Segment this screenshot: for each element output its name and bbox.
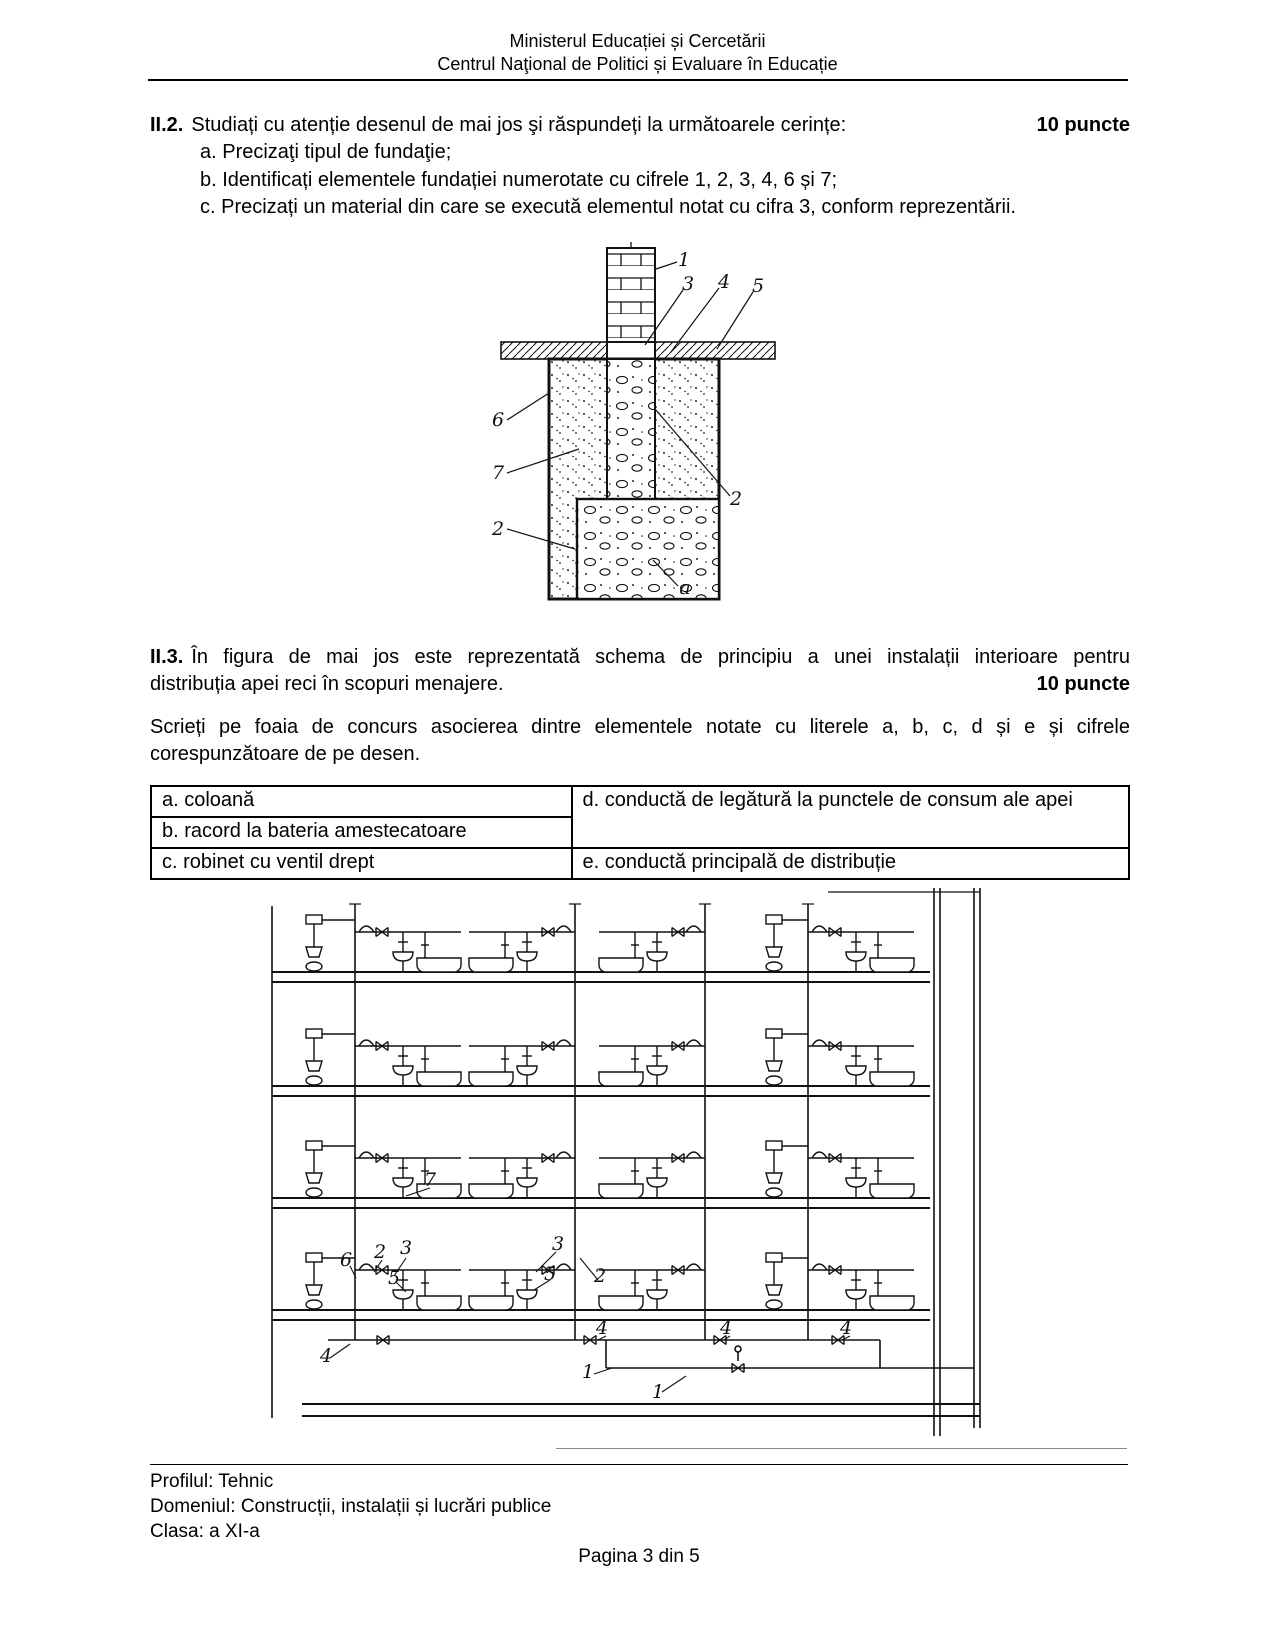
association-table	[150, 785, 1130, 880]
figure-label: 6	[491, 408, 505, 431]
figure-label: 5	[387, 1266, 401, 1289]
page-content	[0, 114, 1275, 1436]
figure-label: 6	[339, 1248, 353, 1271]
foundation-figure	[485, 242, 795, 620]
question-2-items	[200, 139, 1130, 222]
figure-label: 5	[751, 274, 765, 297]
figure-label: 7	[491, 461, 505, 484]
footer-domain: Domeniul: Construcții, instalații și lucrări publice	[150, 1496, 552, 1517]
table-cell-a: a. coloană	[151, 786, 572, 817]
figure-label: 7	[423, 1168, 437, 1191]
page-header	[0, 0, 1275, 76]
question-2-heading	[150, 114, 1130, 137]
figure-label: 4	[839, 1316, 853, 1339]
table-cell-b: b. racord la bateria amestecatoare	[151, 817, 572, 848]
header-line1: Ministerul Educației și Cercetării	[509, 31, 766, 51]
figure-baseline	[556, 1448, 1127, 1449]
question-2-prompt: II.2. Studiați cu atenție desenul de mai jos şi răspundeți la următoarele cerințe:	[150, 114, 847, 136]
table-cell-e: e. conductă principală de distribuție	[572, 848, 1129, 879]
plumbing-figure-wrap	[268, 888, 988, 1436]
figure-label: 2	[593, 1264, 607, 1287]
figure-label: 4	[595, 1316, 609, 1339]
question-2-points: 10 puncte	[1036, 114, 1130, 136]
footer-class: Clasa: a XI-a	[150, 1521, 260, 1542]
figure-label: 1	[581, 1360, 595, 1383]
figure-label: 3	[551, 1232, 565, 1255]
basement-mains	[302, 1335, 980, 1416]
question-3-prompt-line2: distribuția apei reci în scopuri menajere. 10 puncte	[150, 671, 1130, 698]
plumbing-figure	[268, 888, 988, 1436]
table-row	[151, 848, 1129, 879]
figure-label: 2	[491, 517, 505, 540]
header-line2: Centrul Naţional de Politici și Evaluare în Educație	[437, 54, 838, 74]
question-2-number: II.2.	[150, 114, 184, 136]
foundation-figure-wrap	[485, 242, 795, 620]
question-2-item-c: c. Precizați un material din care se execută elementul notat cu cifra 3, conform reprezentării.	[200, 196, 1016, 218]
question-3-instruction: Scrieți pe foaia de concurs asocierea dintre elementele notate cu literele a, b, c, d și e și cifrele corespunzătoare de pe desen.	[150, 715, 1130, 765]
figure-label: 5	[543, 1262, 557, 1285]
figure-label: 3	[681, 272, 695, 295]
figure-label: 4	[719, 1316, 733, 1339]
footer-profile: Profilul: Tehnic	[150, 1471, 274, 1492]
figure-label: 4	[319, 1344, 333, 1367]
header-rule	[148, 79, 1128, 81]
figure-label: a	[679, 576, 691, 599]
figure-label: 1	[677, 248, 691, 271]
figure-label: 4	[717, 270, 731, 293]
table-cell-c: c. robinet cu ventil drept	[151, 848, 572, 879]
figure-label: 2	[729, 487, 743, 510]
question-3-points: 10 puncte	[1036, 672, 1130, 695]
question-2-item-a: a. Precizaţi tipul de fundaţie;	[200, 141, 452, 163]
page-footer	[150, 1464, 1128, 1569]
table-cell-d: d. conductă de legătură la punctele de consum ale apei	[572, 786, 1129, 848]
figure-label: 3	[399, 1236, 413, 1259]
footer-page-number: Pagina 3 din 5	[578, 1546, 700, 1567]
figure-label: 1	[651, 1380, 665, 1403]
figure-label: 2	[373, 1240, 387, 1263]
table-row	[151, 786, 1129, 817]
question-2-item-b: b. Identificați elementele fundației numerotate cu cifrele 1, 2, 3, 4, 6 și 7;	[200, 168, 838, 191]
question-3-number: II.3.	[150, 645, 184, 668]
question-3-prompt-line1: II.3. În figura de mai jos este reprezentată schema de principiu a unei instalații interioare pentru	[150, 645, 1130, 668]
question-3-paragraph	[150, 644, 1130, 698]
footer-rule	[150, 1464, 1128, 1465]
